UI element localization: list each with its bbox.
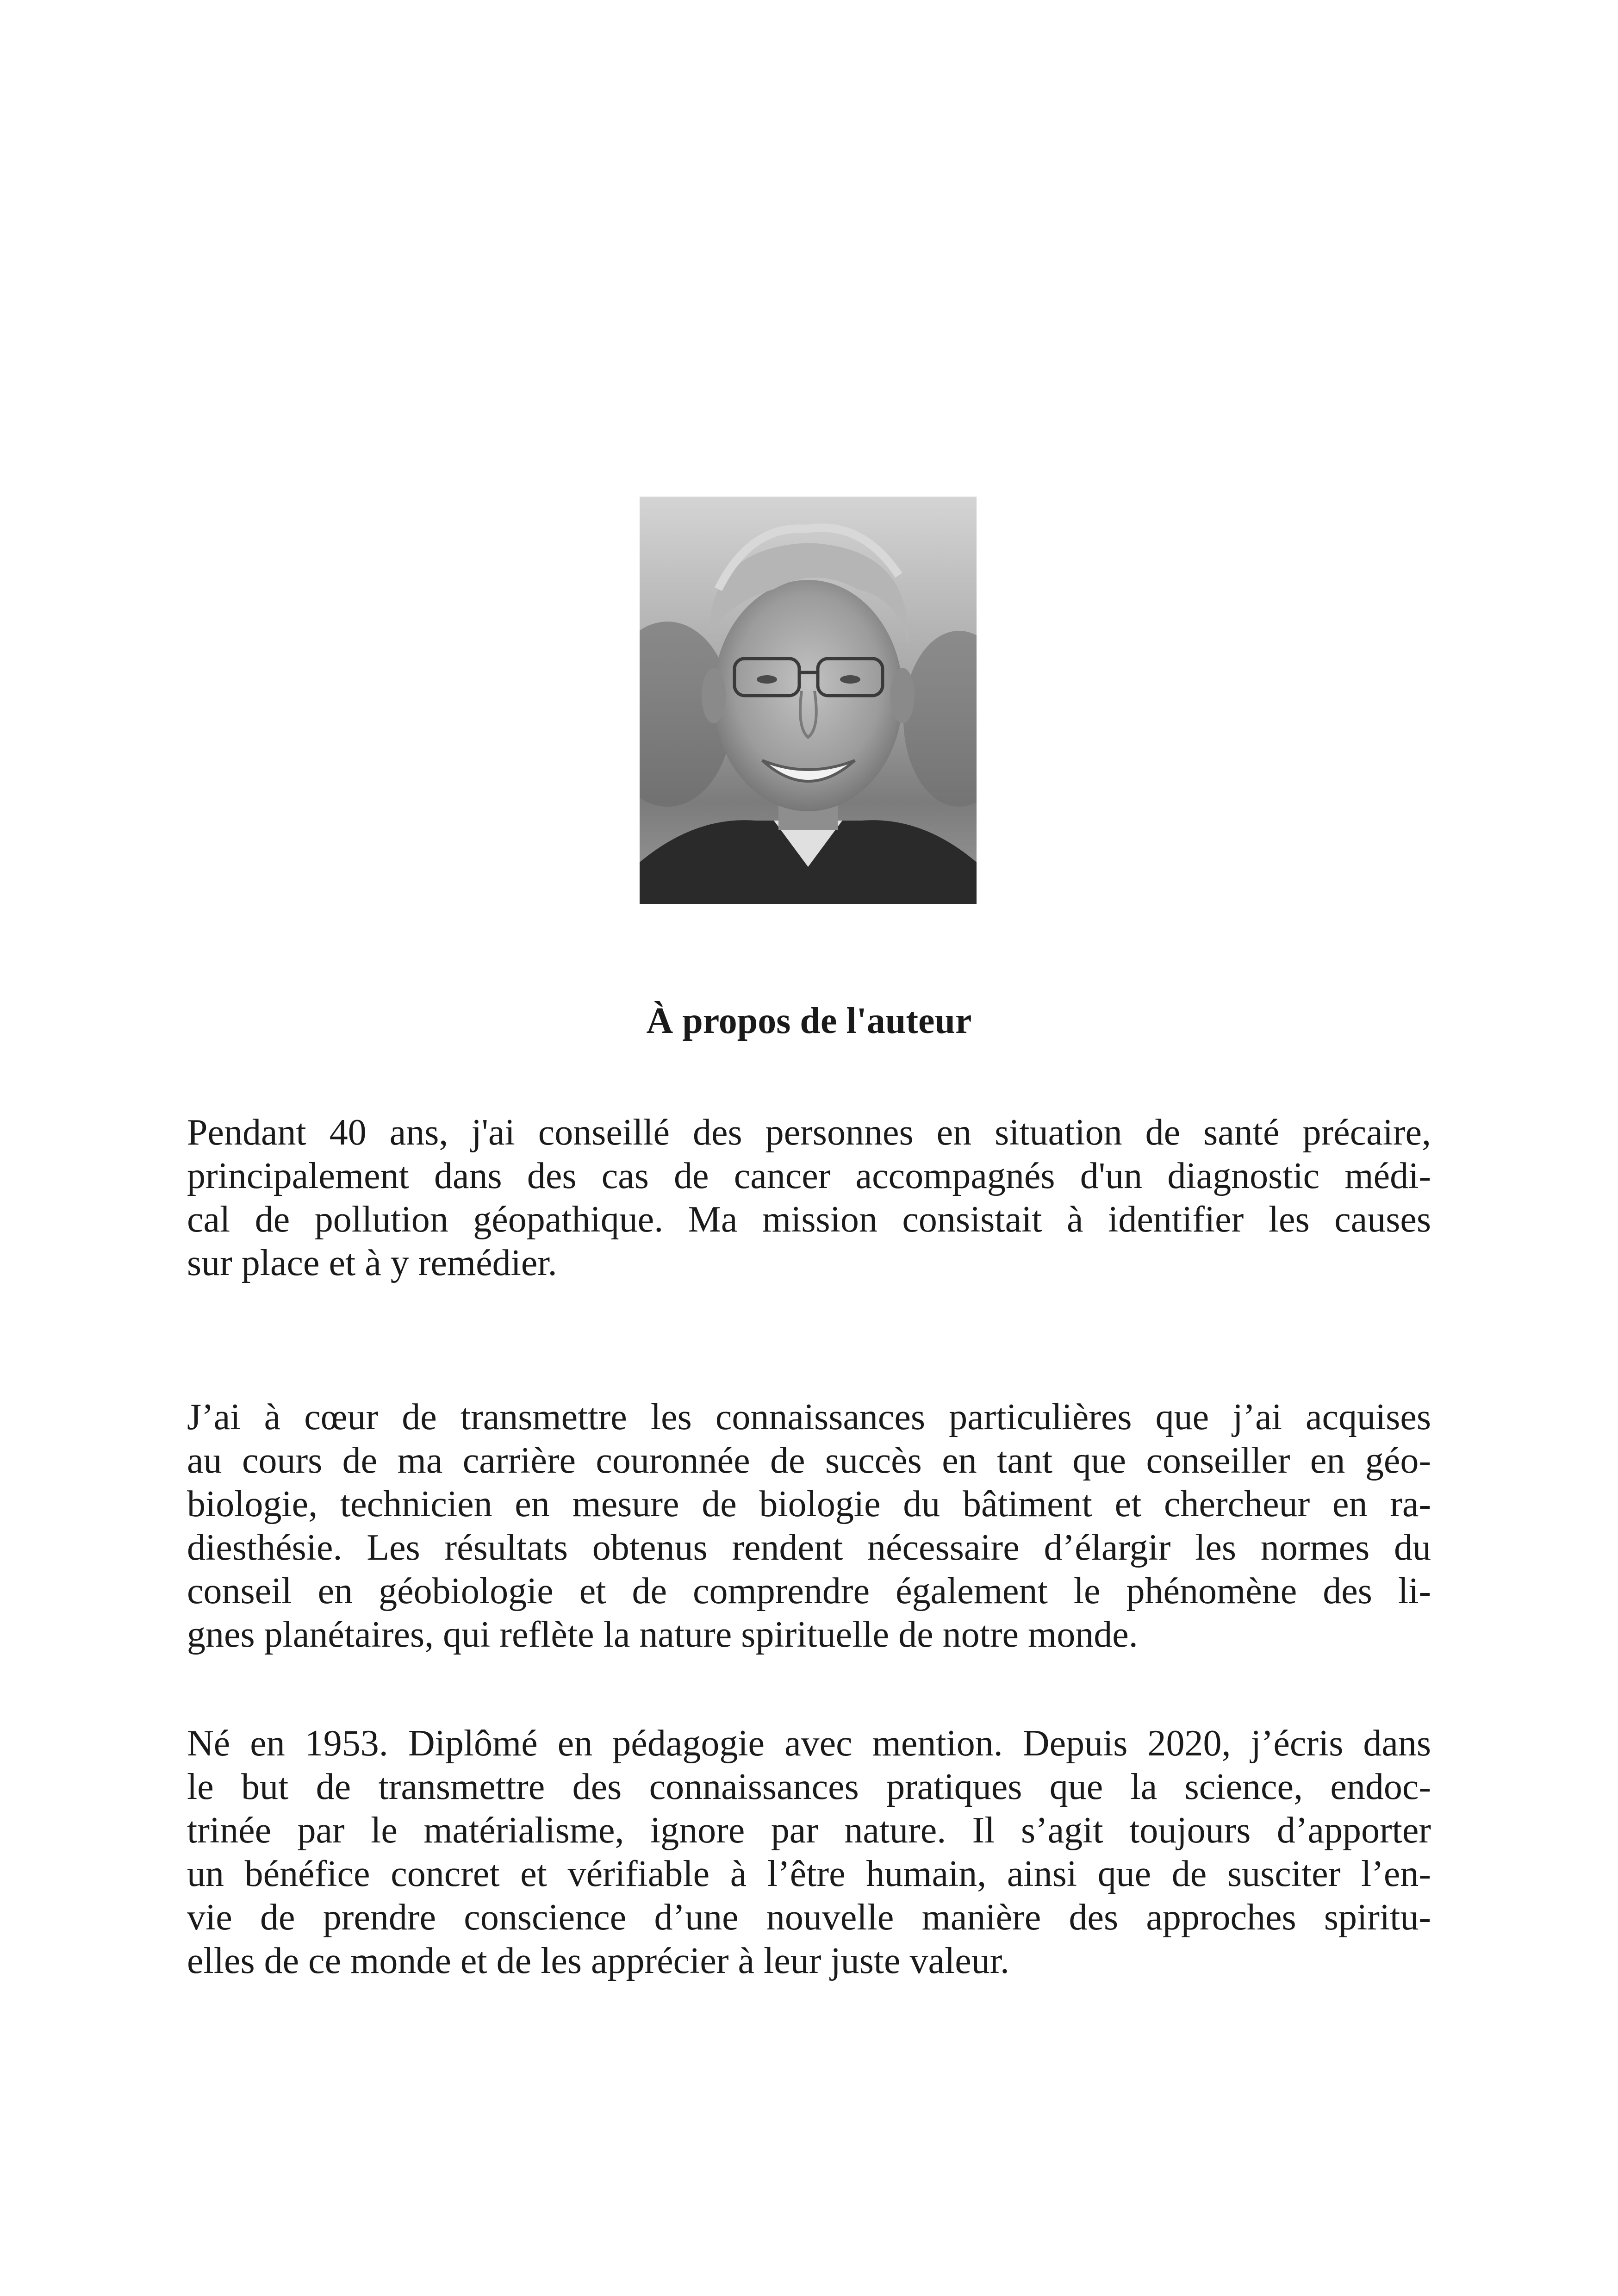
text-line: biologie, technicien en mesure de biologie du bâtiment et chercheur en ra- <box>187 1484 1431 1524</box>
text-line: J’ai à cœur de transmettre les connaissances particulières que j’ai acquises <box>187 1397 1431 1437</box>
paragraph-career <box>187 1111 1431 1285</box>
text-line: gnes planétaires, qui reflète la nature spirituelle de notre monde. <box>187 1614 1138 1655</box>
text-line: diesthésie. Les résultats obtenus rendent nécessaire d’élargir les normes du <box>187 1527 1431 1568</box>
text-line: elles de ce monde et de les apprécier à leur juste valeur. <box>187 1941 1009 1981</box>
text-line: sur place et à y remédier. <box>187 1243 557 1283</box>
paragraph-knowledge <box>187 1395 1431 1656</box>
author-portrait-image <box>640 497 977 904</box>
text-line: cal de pollution géopathique. Ma mission consistait à identifier les causes <box>187 1199 1431 1240</box>
text-line: un bénéfice concret et vérifiable à l’être humain, ainsi que de susciter l’en- <box>187 1854 1431 1894</box>
text-line: principalement dans des cas de cancer accompagnés d'un diagnostic médi- <box>187 1156 1431 1196</box>
text-line: Né en 1953. Diplômé en pédagogie avec mention. Depuis 2020, j’écris dans <box>187 1723 1431 1764</box>
text-line: Pendant 40 ans, j'ai conseillé des personnes en situation de santé précaire, <box>187 1112 1431 1153</box>
text-line: au cours de ma carrière couronnée de succès en tant que conseiller en géo- <box>187 1440 1431 1481</box>
paragraph-biography <box>187 1722 1431 1983</box>
page-title: À propos de l'auteur <box>646 1001 972 1041</box>
author-portrait <box>640 497 977 904</box>
text-line: le but de transmettre des connaissances pratiques que la science, endoc- <box>187 1767 1431 1807</box>
text-line: vie de prendre conscience d’une nouvelle manière des approches spiritu- <box>187 1897 1431 1938</box>
text-line: conseil en géobiologie et de comprendre également le phénomène des li- <box>187 1571 1431 1612</box>
text-line: trinée par le matérialisme, ignore par nature. Il s’agit toujours d’apporter <box>187 1810 1431 1851</box>
